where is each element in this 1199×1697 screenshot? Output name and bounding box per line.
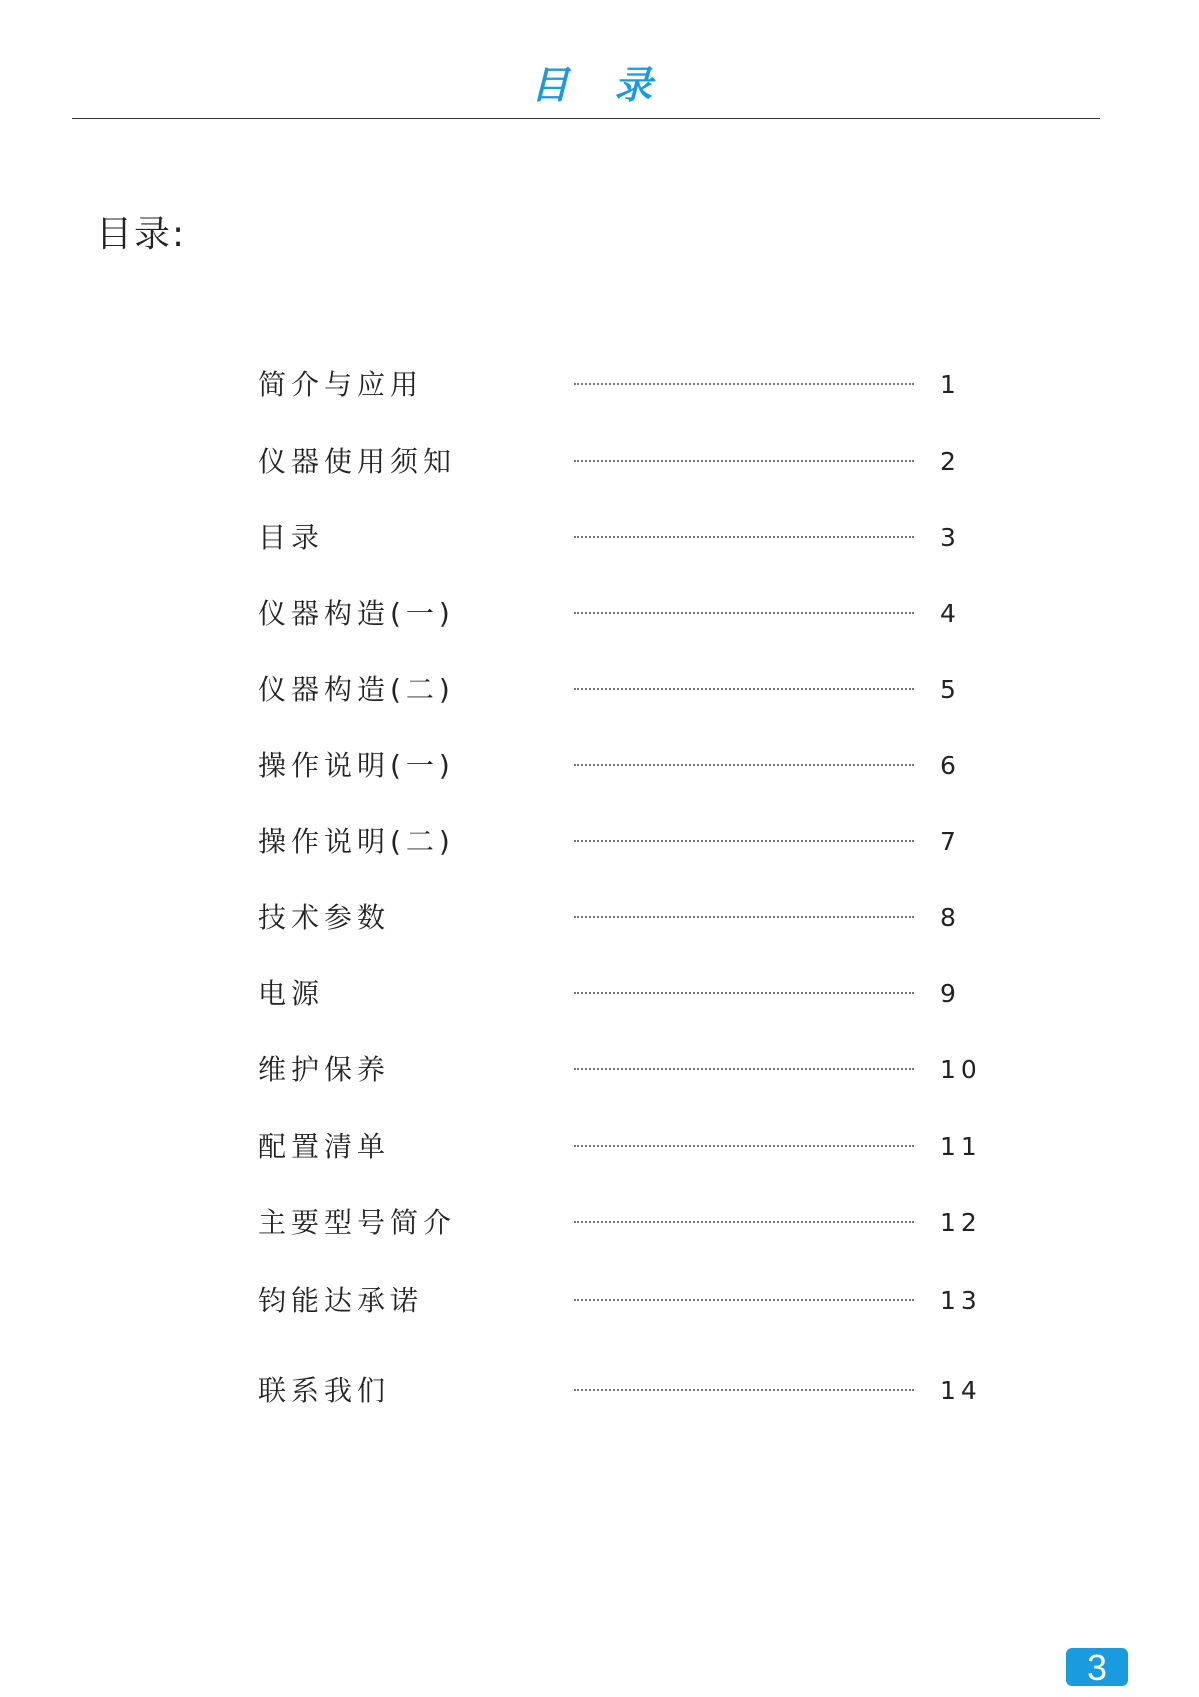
toc-entry (258, 974, 998, 1014)
toc-entry (258, 1127, 998, 1167)
toc-entry-page-number: 4 (940, 599, 961, 628)
toc-entry-page-number: 5 (940, 675, 961, 704)
toc-entry-page-number: 2 (940, 447, 961, 476)
toc-entry-page-number: 13 (940, 1286, 982, 1315)
toc-entry-page-number: 9 (940, 979, 961, 1008)
toc-entry-page-number: 1 (940, 370, 961, 399)
toc-entry (258, 822, 998, 862)
toc-entry (258, 518, 998, 558)
toc-entry-page-number: 14 (940, 1376, 982, 1405)
toc-dot-leader (574, 688, 914, 690)
toc-entry (258, 442, 998, 482)
toc-entry-page-number: 12 (940, 1208, 982, 1237)
toc-entry (258, 1281, 998, 1321)
toc-entry (258, 594, 998, 634)
toc-dot-leader (574, 1389, 914, 1391)
toc-entry-label: 联系我们 (258, 1374, 391, 1407)
toc-entry (258, 746, 998, 786)
toc-entry-label: 仪器使用须知 (258, 445, 457, 478)
toc-entry (258, 365, 998, 405)
toc-entry-label: 简介与应用 (258, 368, 424, 401)
toc-dot-leader (574, 764, 914, 766)
toc-entry (258, 1371, 998, 1411)
toc-entry-label: 维护保养 (258, 1053, 391, 1086)
toc-entry (258, 1203, 998, 1243)
toc-entry-label: 主要型号简介 (258, 1206, 457, 1239)
toc-entry-label: 操作说明(二) (258, 825, 455, 858)
toc-dot-leader (574, 536, 914, 538)
header-rule (72, 118, 1100, 119)
toc-dot-leader (574, 1221, 914, 1223)
toc-entry-label: 目录 (258, 521, 325, 554)
toc-dot-leader (574, 460, 914, 462)
toc-entry-page-number: 10 (940, 1055, 982, 1084)
page-number-badge: 3 (1066, 1648, 1128, 1686)
toc-entry-label: 技术参数 (258, 901, 391, 934)
toc-entry-page-number: 3 (940, 523, 961, 552)
toc-dot-leader (574, 612, 914, 614)
toc-entry-label: 电源 (258, 977, 325, 1010)
toc-entry-label: 钧能达承诺 (258, 1284, 424, 1317)
toc-entry-page-number: 8 (940, 903, 961, 932)
toc-entry-page-number: 7 (940, 827, 961, 856)
toc-entry (258, 670, 998, 710)
toc-dot-leader (574, 840, 914, 842)
header-title: 目 录 (530, 62, 669, 107)
toc-dot-leader (574, 1068, 914, 1070)
toc-dot-leader (574, 992, 914, 994)
toc-entry-label: 操作说明(一) (258, 749, 455, 782)
toc-entry-label: 仪器构造(一) (258, 597, 455, 630)
section-heading: 目录: (96, 214, 187, 255)
toc-entry-label: 配置清单 (258, 1130, 391, 1163)
toc-dot-leader (574, 916, 914, 918)
toc-entry-page-number: 11 (940, 1132, 982, 1161)
toc-dot-leader (574, 1145, 914, 1147)
toc-dot-leader (574, 1299, 914, 1301)
toc-entry-page-number: 6 (940, 751, 961, 780)
toc-entry-label: 仪器构造(二) (258, 673, 455, 706)
toc-dot-leader (574, 383, 914, 385)
toc-entry (258, 1050, 998, 1090)
toc-entry (258, 898, 998, 938)
